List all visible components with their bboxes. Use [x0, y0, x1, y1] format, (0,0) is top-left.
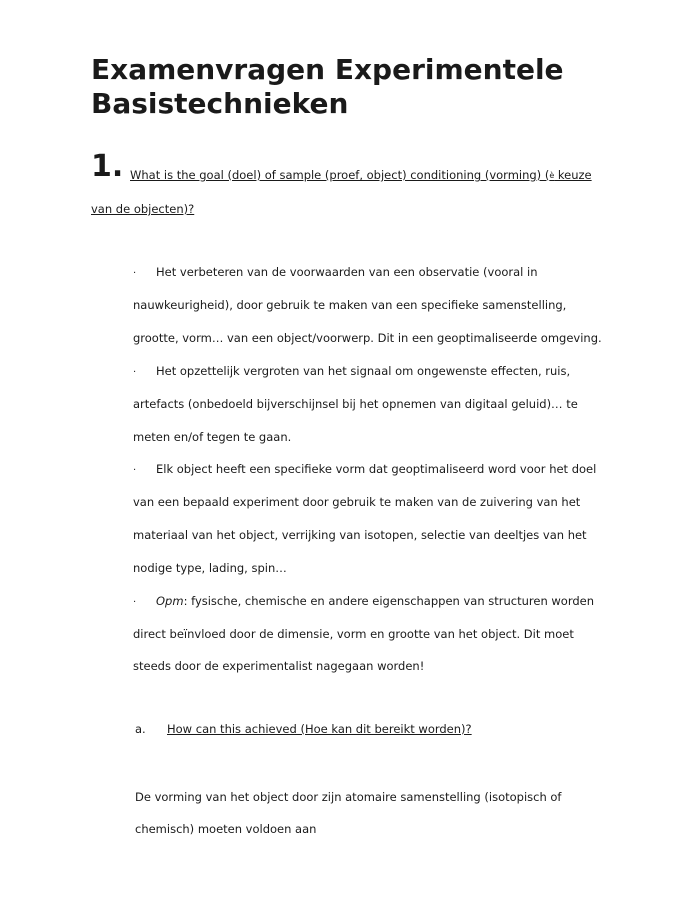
bullet-2-line-2: artefacts (onbedoeld bijverschijnsel bij het opnemen van digitaal geluid)… te — [133, 397, 578, 411]
answer-line-1: De vorming van het object door zijn atomaire samenstelling (isotopisch of — [135, 790, 562, 804]
question-line-1 — [130, 168, 592, 183]
answer-line-2: chemisch) moeten voldoen aan — [135, 822, 317, 836]
bullet-4-line-3: steeds door de experimentalist nagegaan worden! — [133, 659, 425, 673]
bullet-3-line-2: van een bepaald experiment door gebruik te maken van de zuivering van het — [133, 495, 581, 509]
question-text-before: What is the goal (doel) of sample (proef, object) conditioning (vorming) ( — [130, 168, 550, 182]
subquestion-text: How can this achieved (Hoe kan dit bereikt worden)? — [167, 722, 472, 736]
title-line-1: Examenvragen Experimentele — [91, 53, 564, 86]
bullet-text: Het opzettelijk vergroten van het signaal om ongewenste effecten, ruis, — [156, 364, 571, 378]
bullet-1-line-2: nauwkeurigheid), door gebruik te maken van een specifieke samenstelling, — [133, 298, 567, 312]
question-number: 1. — [91, 149, 124, 184]
bullet-marker: · — [133, 597, 137, 608]
arrow-symbol-icon: è — [549, 171, 555, 180]
question-text-after: keuze — [554, 168, 592, 182]
bullet-marker: · — [133, 268, 137, 279]
bullet-3-line-4: nodige type, lading, spin… — [133, 561, 287, 575]
bullet-4-line-2: direct beïnvloed door de dimensie, vorm en grootte van het object. Dit moet — [133, 627, 574, 641]
subquestion — [135, 722, 472, 736]
subquestion-letter: a. — [135, 722, 146, 736]
bullet-2-line-1 — [133, 364, 570, 380]
bullet-text: Het verbeteren van de voorwaarden van een observatie (vooral in — [156, 265, 538, 279]
bullet-2-line-3: meten en/of tegen te gaan. — [133, 430, 292, 444]
bullet-1-line-1 — [133, 265, 538, 281]
bullet-text: Elk object heeft een specifieke vorm dat geoptimaliseerd word voor het doel — [156, 462, 597, 476]
title-line-2: Basistechnieken — [91, 87, 349, 120]
bullet-marker: · — [133, 367, 137, 378]
bullet-marker: · — [133, 465, 137, 476]
bullet-1-line-3: grootte, vorm… van een object/voorwerp. Dit in een geoptimaliseerde omgeving. — [133, 331, 602, 345]
bullet-text: : fysische, chemische en andere eigenschappen van structuren worden — [183, 594, 595, 608]
document-title — [91, 53, 564, 121]
bullet-emphasis: Opm — [156, 594, 184, 608]
bullet-3-line-3: materiaal van het object, verrijking van isotopen, selectie van deeltjes van het — [133, 528, 587, 542]
bullet-3-line-1 — [133, 462, 596, 478]
question-line-2: van de objecten)? — [91, 202, 195, 216]
bullet-4-line-1 — [133, 594, 594, 610]
